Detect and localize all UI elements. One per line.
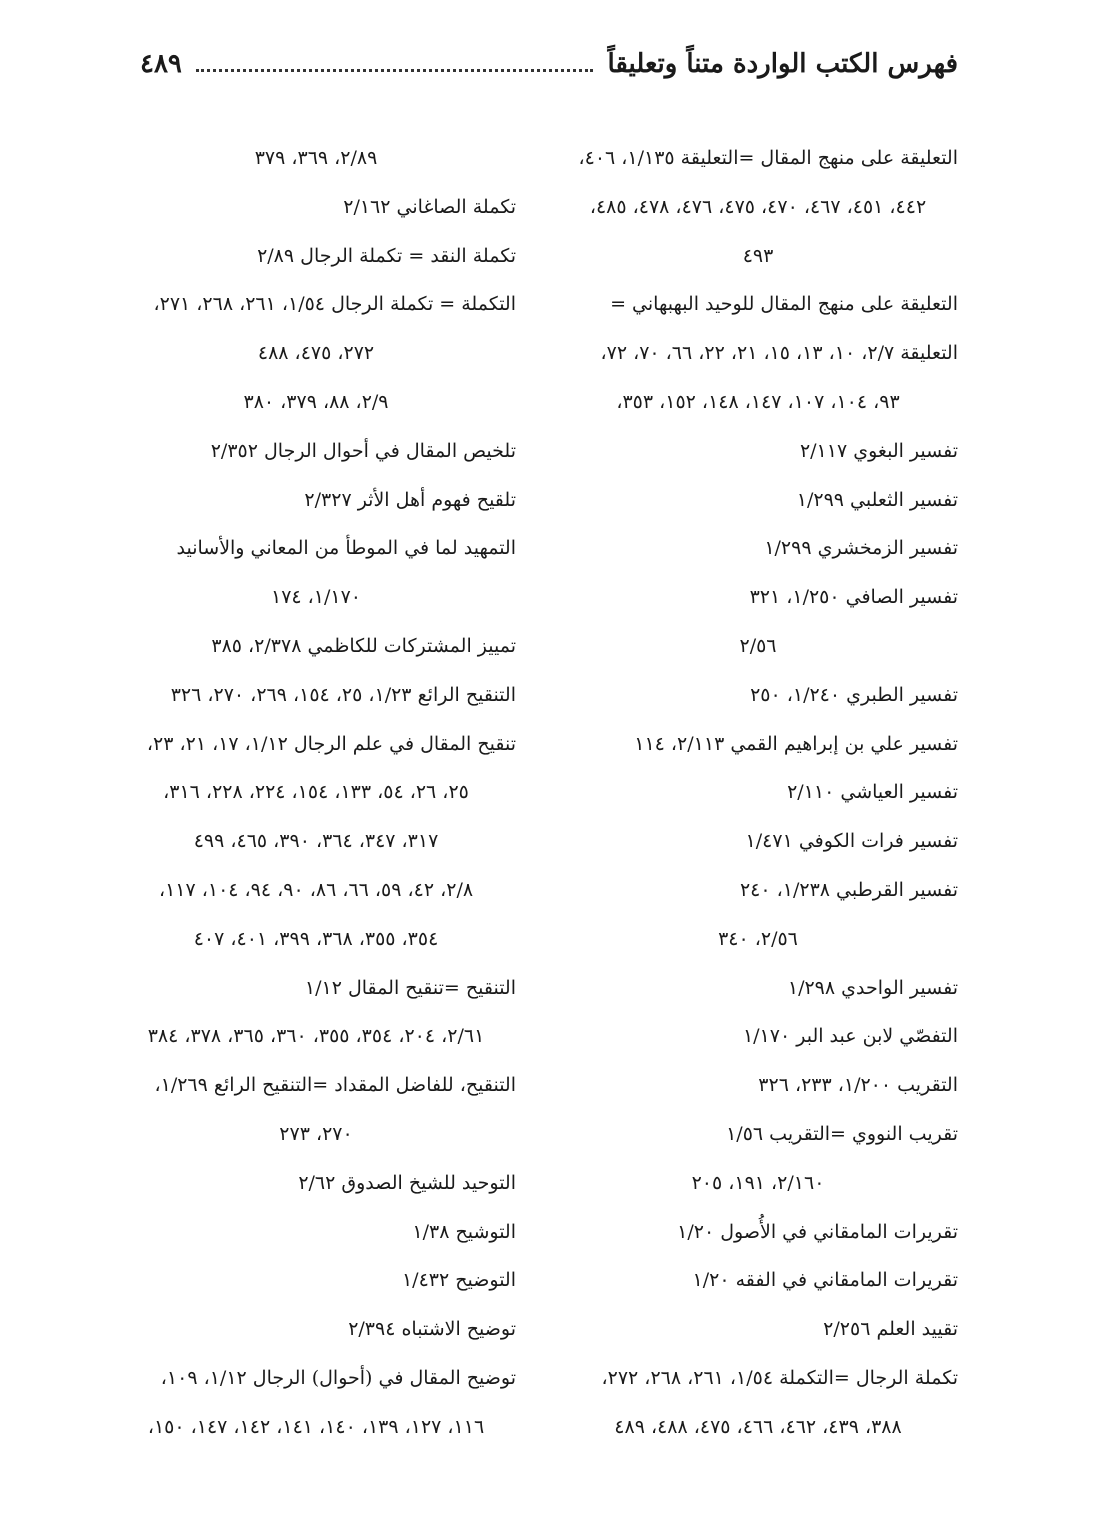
index-entry-continuation: ١/١٧٠، ١٧٤ — [270, 586, 362, 609]
index-column-right — [558, 134, 958, 1452]
index-entry-continuation: ٢/٦١، ٢٠٤، ٣٥٤، ٣٥٥، ٣٦٠، ٣٦٥، ٣٧٨، ٣٨٤ — [147, 1025, 485, 1048]
index-entry-continuation: ٣٨٨، ٤٣٩، ٤٦٢، ٤٦٦، ٤٧٥، ٤٨٨، ٤٨٩ — [614, 1415, 902, 1438]
index-entry: التمهيد لما في الموطأ من المعاني والأسانيد — [176, 537, 516, 560]
index-entry: تفسير الثعلبي ١/٢٩٩ — [796, 488, 958, 511]
index-entry: التعليقة على منهج المقال =التعليقة ١/١٣٥، ٤٠٦، — [578, 147, 958, 169]
index-entry-continuation: ٢/١٦٠، ١٩١، ٢٠٥ — [691, 1171, 825, 1194]
index-entry-continuation: ٢٧٠، ٢٧٣ — [279, 1122, 353, 1145]
index-entry: تفسير العياشي ٢/١١٠ — [787, 781, 958, 804]
index-entry-continuation: ٣١٧، ٣٤٧، ٣٦٤، ٣٩٠، ٤٦٥، ٤٩٩ — [193, 830, 439, 853]
index-entry-continuation: ٤٩٣ — [742, 244, 774, 267]
dotted-leader — [196, 69, 594, 72]
index-entry: تكملة الصاغاني ٢/١٦٢ — [343, 195, 516, 218]
index-entry: التقريب ١/٢٠٠، ٢٣٣، ٣٢٦ — [758, 1074, 958, 1097]
index-entry: تكملة النقد = تكملة الرجال ٢/٨٩ — [257, 244, 516, 267]
index-entry-continuation: ٢٧٢، ٤٧٥، ٤٨٨ — [257, 342, 375, 365]
index-entry: تفسير فرات الكوفي ١/٤٧١ — [745, 830, 958, 853]
index-entry: تقريرات المامقاني في الأُصول ١/٢٠ — [677, 1220, 958, 1243]
index-entry: التوضيح ١/٤٣٢ — [401, 1269, 516, 1292]
index-entry: تلخيص المقال في أحوال الرجال ٢/٣٥٢ — [210, 439, 516, 462]
index-entry-continuation: ٢/٨، ٤٢، ٥٩، ٦٦، ٨٦، ٩٠، ٩٤، ١٠٤، ١١٧، — [158, 878, 474, 901]
page-number: ٤٨٩ — [140, 49, 182, 79]
index-entry: توضيح المقال في (أحوال) الرجال ١/١٢، ١٠٩، — [160, 1366, 516, 1389]
running-header — [140, 42, 958, 86]
index-entry-continuation: ٩٣، ١٠٤، ١٠٧، ١٤٧، ١٤٨، ١٥٢، ٣٥٣، — [616, 390, 900, 413]
index-entry: التعليقة على منهج المقال للوحيد البهبهاني = — [610, 293, 958, 316]
index-entry-continuation: ٢٥، ٢٦، ٥٤، ١٣٣، ١٥٤، ٢٢٤، ٢٢٨، ٣١٦، — [163, 781, 469, 804]
index-entry: التنقيح الرائع ١/٢٣، ٢٥، ١٥٤، ٢٦٩، ٢٧٠، ٣٢٦ — [170, 683, 516, 706]
index-entry: تكملة الرجال =التكملة ١/٥٤، ٢٦١، ٢٦٨، ٢٧٢، — [601, 1366, 958, 1389]
index-column-left — [116, 134, 516, 1452]
index-entry: التفصّي لابن عبد البر ١/١٧٠ — [742, 1025, 958, 1048]
index-entry: تفسير الزمخشري ١/٢٩٩ — [764, 537, 958, 560]
index-entry: التكملة = تكملة الرجال ١/٥٤، ٢٦١، ٢٦٨، ٢٧١، — [153, 293, 516, 316]
index-entry: تفسير الطبري ١/٢٤٠، ٢٥٠ — [750, 683, 958, 706]
index-entry-continuation: ٢/٨٩، ٣٦٩، ٣٧٩ — [254, 147, 378, 169]
index-entry-continuation: ٤٤٢، ٤٥١، ٤٦٧، ٤٧٠، ٤٧٥، ٤٧٦، ٤٧٨، ٤٨٥، — [589, 195, 927, 218]
index-entry: تفسير علي بن إبراهيم القمي ٢/١١٣، ١١٤ — [634, 732, 958, 755]
index-entry-continuation: ٢/٥٦، ٣٤٠ — [718, 927, 798, 950]
index-entry-continuation: ٣٥٤، ٣٥٥، ٣٦٨، ٣٩٩، ٤٠١، ٤٠٧ — [193, 927, 439, 950]
index-entry: تلقيح فهوم أهل الأثر ٢/٣٢٧ — [304, 488, 516, 511]
index-entry: تنقيح المقال في علم الرجال ١/١٢، ١٧، ٢١، ٢٣، — [146, 732, 516, 755]
index-entry: التنقيح =تنقيح المقال ١/١٢ — [304, 976, 516, 999]
index-entry: التوحيد للشيخ الصدوق ٢/٦٢ — [298, 1171, 516, 1194]
index-entry-continuation: ٢/٩، ٨٨، ٣٧٩، ٣٨٠ — [243, 390, 389, 413]
index-entry: تفسير الصافي ١/٢٥٠، ٣٢١ — [749, 586, 958, 609]
index-entry: تقريب النووي =التقريب ١/٥٦ — [726, 1122, 958, 1145]
index-entry-continuation: ٢/٥٦ — [739, 634, 777, 657]
index-entry-continuation: ١١٦، ١٢٧، ١٣٩، ١٤٠، ١٤١، ١٤٢، ١٤٧، ١٥٠، — [147, 1415, 485, 1438]
index-entry: تفسير القرطبي ١/٢٣٨، ٢٤٠ — [739, 878, 958, 901]
index-entry: تفسير الواحدي ١/٢٩٨ — [787, 976, 958, 999]
index-entry: تقييد العلم ٢/٢٥٦ — [823, 1318, 958, 1341]
index-entry: التعليقة ٢/٧، ١٠، ١٣، ١٥، ٢١، ٢٢، ٦٦، ٧٠، ٧٢، — [600, 342, 958, 365]
index-entry: تقريرات المامقاني في الفقه ١/٢٠ — [692, 1269, 958, 1292]
running-title: فهرس الكتب الواردة متناً وتعليقاً — [607, 49, 958, 79]
index-entry: التنقيح، للفاضل المقداد =التنقيح الرائع ١/٢٦٩، — [154, 1074, 516, 1097]
index-entry: توضيح الاشتباه ٢/٣٩٤ — [348, 1318, 516, 1341]
index-entry: تفسير البغوي ٢/١١٧ — [799, 439, 958, 462]
index-entry: التوشيح ١/٣٨ — [412, 1220, 516, 1243]
index-entry: تمييز المشتركات للكاظمي ٢/٣٧٨، ٣٨٥ — [211, 634, 516, 657]
